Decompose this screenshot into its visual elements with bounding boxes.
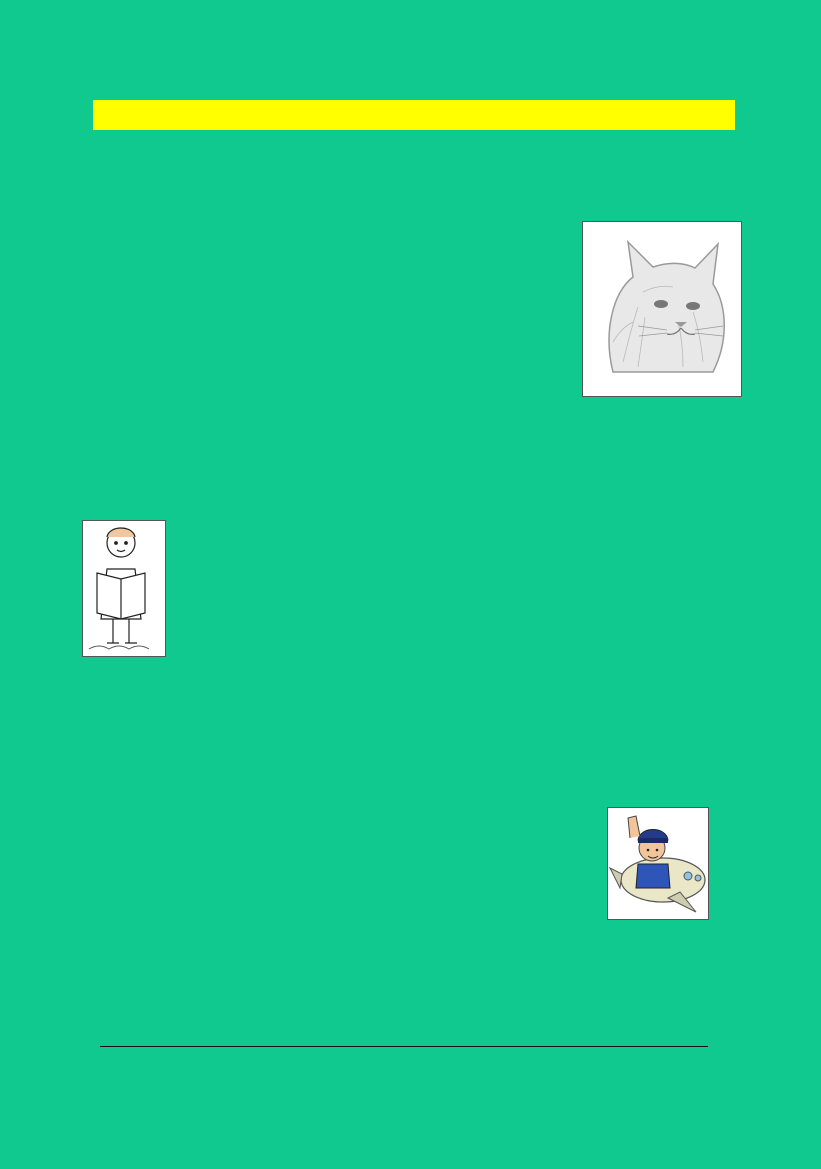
section-d-answer-line[interactable] [100, 1046, 708, 1047]
border-left [32, 68, 62, 1098]
title-bar [93, 100, 735, 130]
border-right [764, 68, 794, 1098]
border-top [28, 34, 798, 68]
girl-reading-picture [82, 520, 166, 657]
pilot-picture [607, 807, 709, 920]
cat-picture [582, 221, 742, 397]
border-bottom [28, 1100, 798, 1134]
